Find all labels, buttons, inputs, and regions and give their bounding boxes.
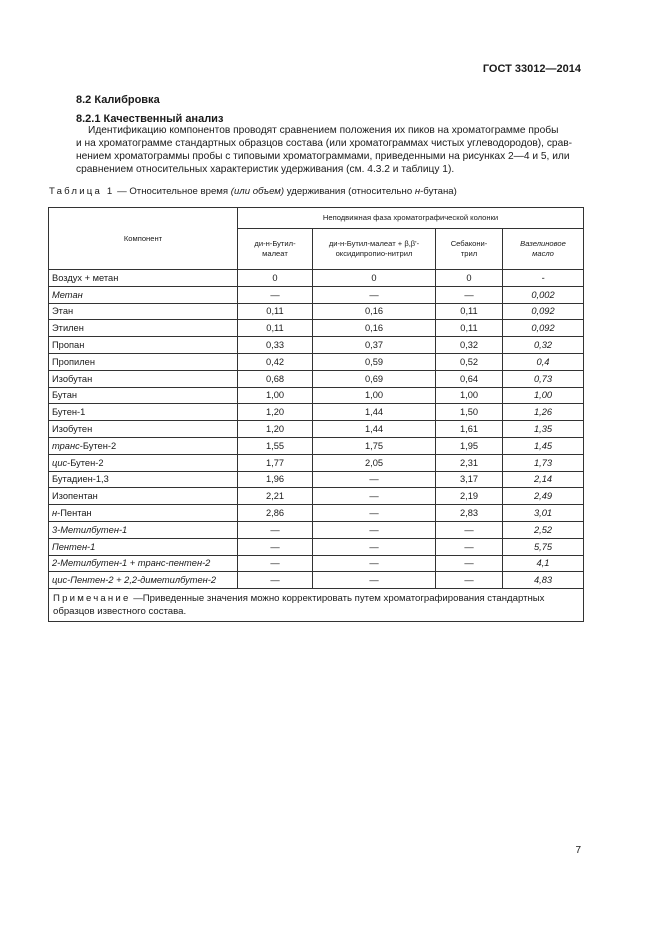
row-value-cell: 2,14: [503, 471, 584, 488]
row-value-cell: 1,35: [503, 421, 584, 438]
row-component-name: 2-Метилбутен-1 + транс-пентен-2: [49, 555, 238, 572]
row-value-cell: 1,00: [238, 387, 313, 404]
row-value-cell: 4,83: [503, 572, 584, 589]
table-caption-label: Таблица 1: [49, 186, 115, 197]
row-name-rest: -Пентан: [57, 508, 92, 519]
row-value-cell: 2,49: [503, 488, 584, 505]
row-value-cell: —: [238, 521, 313, 538]
table-caption-text: -бутана): [420, 186, 457, 197]
row-value-cell: 0,11: [436, 320, 503, 337]
row-value-cell: 2,86: [238, 505, 313, 522]
row-value-cell: 0,11: [436, 303, 503, 320]
row-value-cell: 2,52: [503, 521, 584, 538]
row-value-cell: 1,75: [313, 437, 436, 454]
row-value-cell: 0,33: [238, 337, 313, 354]
row-value-cell: —: [313, 521, 436, 538]
table-row: [49, 421, 584, 438]
table-row: [49, 370, 584, 387]
row-value-cell: 2,83: [436, 505, 503, 522]
table-caption-italic: н: [414, 186, 421, 197]
row-value-cell: —: [436, 521, 503, 538]
table-note: [49, 589, 584, 622]
row-value-cell: 1,50: [436, 404, 503, 421]
paragraph-line: и на хроматограмме стандартных образцов состава (или хроматограммах чистых углеводородов), срав-: [76, 138, 573, 149]
row-name-prefix: н: [52, 508, 58, 519]
column-header-component: Компонент: [49, 208, 238, 270]
table-row: [49, 404, 584, 421]
page-number: 7: [575, 845, 581, 856]
row-value-cell: 1,20: [238, 404, 313, 421]
row-value-cell: 0: [238, 270, 313, 287]
row-value-cell: 0: [436, 270, 503, 287]
table-caption: [49, 186, 457, 197]
table-row: [49, 437, 584, 454]
row-component-name: Этилен: [49, 320, 238, 337]
row-value-cell: —: [238, 538, 313, 555]
table-row: [49, 488, 584, 505]
row-value-cell: 1,44: [313, 421, 436, 438]
table-row: [49, 471, 584, 488]
row-component-name: Изопентан: [49, 488, 238, 505]
row-value-cell: 1,26: [503, 404, 584, 421]
row-value-cell: 4,1: [503, 555, 584, 572]
column-header-phase: Себакони-трил: [436, 229, 503, 270]
table-caption-italic: (или объем): [230, 186, 285, 197]
row-component-name: [49, 454, 238, 471]
row-component-name: Изобутан: [49, 370, 238, 387]
table-row: [49, 270, 584, 287]
row-name-rest: -Бутен-2: [79, 440, 117, 451]
row-value-cell: 0,37: [313, 337, 436, 354]
row-component-name: Изобутен: [49, 421, 238, 438]
row-value-cell: 0,11: [238, 303, 313, 320]
column-group-header: Неподвижная фаза хроматографической колонки: [238, 208, 584, 229]
row-value-cell: —: [313, 488, 436, 505]
table-row: [49, 454, 584, 471]
column-header-phase: ди-н-Бутил-малеат: [238, 229, 313, 270]
row-value-cell: —: [313, 286, 436, 303]
section-title: 8.2 Калибровка: [76, 94, 160, 106]
row-component-name: Воздух + метан: [49, 270, 238, 287]
column-header-phase: ди-н-Бутил-малеат + β,β'-оксидипропио-нитрил: [313, 229, 436, 270]
row-value-cell: 0: [313, 270, 436, 287]
table-row: [49, 303, 584, 320]
row-value-cell: 1,00: [313, 387, 436, 404]
body-paragraph: [76, 124, 582, 176]
row-value-cell: 3,01: [503, 505, 584, 522]
row-value-cell: 0,52: [436, 353, 503, 370]
row-value-cell: 0,42: [238, 353, 313, 370]
retention-table: [48, 207, 584, 622]
row-value-cell: —: [313, 538, 436, 555]
row-component-name: Пропан: [49, 337, 238, 354]
row-value-cell: —: [436, 286, 503, 303]
row-value-cell: 1,55: [238, 437, 313, 454]
row-value-cell: 1,73: [503, 454, 584, 471]
row-value-cell: 1,00: [503, 387, 584, 404]
document-code: ГОСТ 33012—2014: [482, 63, 581, 75]
row-value-cell: —: [436, 555, 503, 572]
row-value-cell: 1,00: [436, 387, 503, 404]
table-row: [49, 286, 584, 303]
table-row: [49, 538, 584, 555]
row-value-cell: 0,092: [503, 303, 584, 320]
row-value-cell: 1,77: [238, 454, 313, 471]
row-value-cell: 5,75: [503, 538, 584, 555]
row-component-name: цис-Пентен-2 + 2,2-диметилбутен-2: [49, 572, 238, 589]
row-component-name: Пентен-1: [49, 538, 238, 555]
row-component-name: [49, 437, 238, 454]
table-caption-text: удерживания (относительно: [284, 186, 415, 197]
row-value-cell: 0,4: [503, 353, 584, 370]
row-component-name: Метан: [49, 286, 238, 303]
row-value-cell: 1,61: [436, 421, 503, 438]
row-value-cell: —: [238, 572, 313, 589]
table-row: [49, 353, 584, 370]
row-value-cell: —: [313, 505, 436, 522]
row-name-prefix: транс: [52, 440, 80, 451]
row-value-cell: 3,17: [436, 471, 503, 488]
row-value-cell: 0,16: [313, 320, 436, 337]
row-value-cell: 1,45: [503, 437, 584, 454]
row-value-cell: 0,092: [503, 320, 584, 337]
row-value-cell: —: [313, 555, 436, 572]
subsection-title: 8.2.1 Качественный анализ: [76, 113, 224, 125]
row-value-cell: 2,31: [436, 454, 503, 471]
row-name-rest: -Бутен-2: [67, 457, 104, 468]
row-value-cell: —: [313, 471, 436, 488]
row-value-cell: 0,73: [503, 370, 584, 387]
table-row: [49, 572, 584, 589]
row-value-cell: 1,96: [238, 471, 313, 488]
row-value-cell: 0,64: [436, 370, 503, 387]
row-component-name: [49, 505, 238, 522]
column-header-phase: Вазелиновое масло: [503, 229, 584, 270]
row-name-prefix: цис: [52, 457, 68, 468]
row-value-cell: —: [436, 572, 503, 589]
row-component-name: 3-Метилбутен-1: [49, 521, 238, 538]
table-row: [49, 555, 584, 572]
table-row: [49, 387, 584, 404]
row-component-name: Этан: [49, 303, 238, 320]
row-value-cell: 1,20: [238, 421, 313, 438]
paragraph-line: Идентификацию компонентов проводят сравнением положения их пиков на хроматограмме пробы: [88, 125, 559, 136]
row-value-cell: —: [238, 286, 313, 303]
table-row: [49, 505, 584, 522]
row-value-cell: 0,16: [313, 303, 436, 320]
row-value-cell: -: [503, 270, 584, 287]
row-value-cell: 0,11: [238, 320, 313, 337]
table-row: [49, 521, 584, 538]
table-row: [49, 337, 584, 354]
row-value-cell: —: [436, 538, 503, 555]
row-value-cell: 0,002: [503, 286, 584, 303]
row-value-cell: 1,44: [313, 404, 436, 421]
row-value-cell: 0,69: [313, 370, 436, 387]
row-value-cell: 1,95: [436, 437, 503, 454]
row-value-cell: —: [238, 555, 313, 572]
row-component-name: Пропилен: [49, 353, 238, 370]
table-caption-text: — Относительное время: [114, 186, 231, 197]
row-value-cell: 0,68: [238, 370, 313, 387]
table-note-label: Примечание: [53, 593, 131, 605]
row-value-cell: 2,05: [313, 454, 436, 471]
table-note-text: —Приведенные значения можно корректировать путем хроматографирования стандартных образцов известного состава.: [53, 593, 545, 618]
row-value-cell: 2,21: [238, 488, 313, 505]
row-component-name: Бутадиен-1,3: [49, 471, 238, 488]
row-value-cell: 0,32: [436, 337, 503, 354]
row-value-cell: —: [313, 572, 436, 589]
row-value-cell: 0,59: [313, 353, 436, 370]
paragraph-line: сравнением относительных характеристик удерживания (см. 4.3.2 и таблицу 1).: [76, 164, 455, 175]
row-component-name: Бутан: [49, 387, 238, 404]
table-row: [49, 320, 584, 337]
row-component-name: Бутен-1: [49, 404, 238, 421]
row-value-cell: 2,19: [436, 488, 503, 505]
row-value-cell: 0,32: [503, 337, 584, 354]
paragraph-line: нением хроматограммы пробы с типовыми хроматограммами, приведенными на рисунках 2—4 и 5, или: [76, 151, 570, 162]
